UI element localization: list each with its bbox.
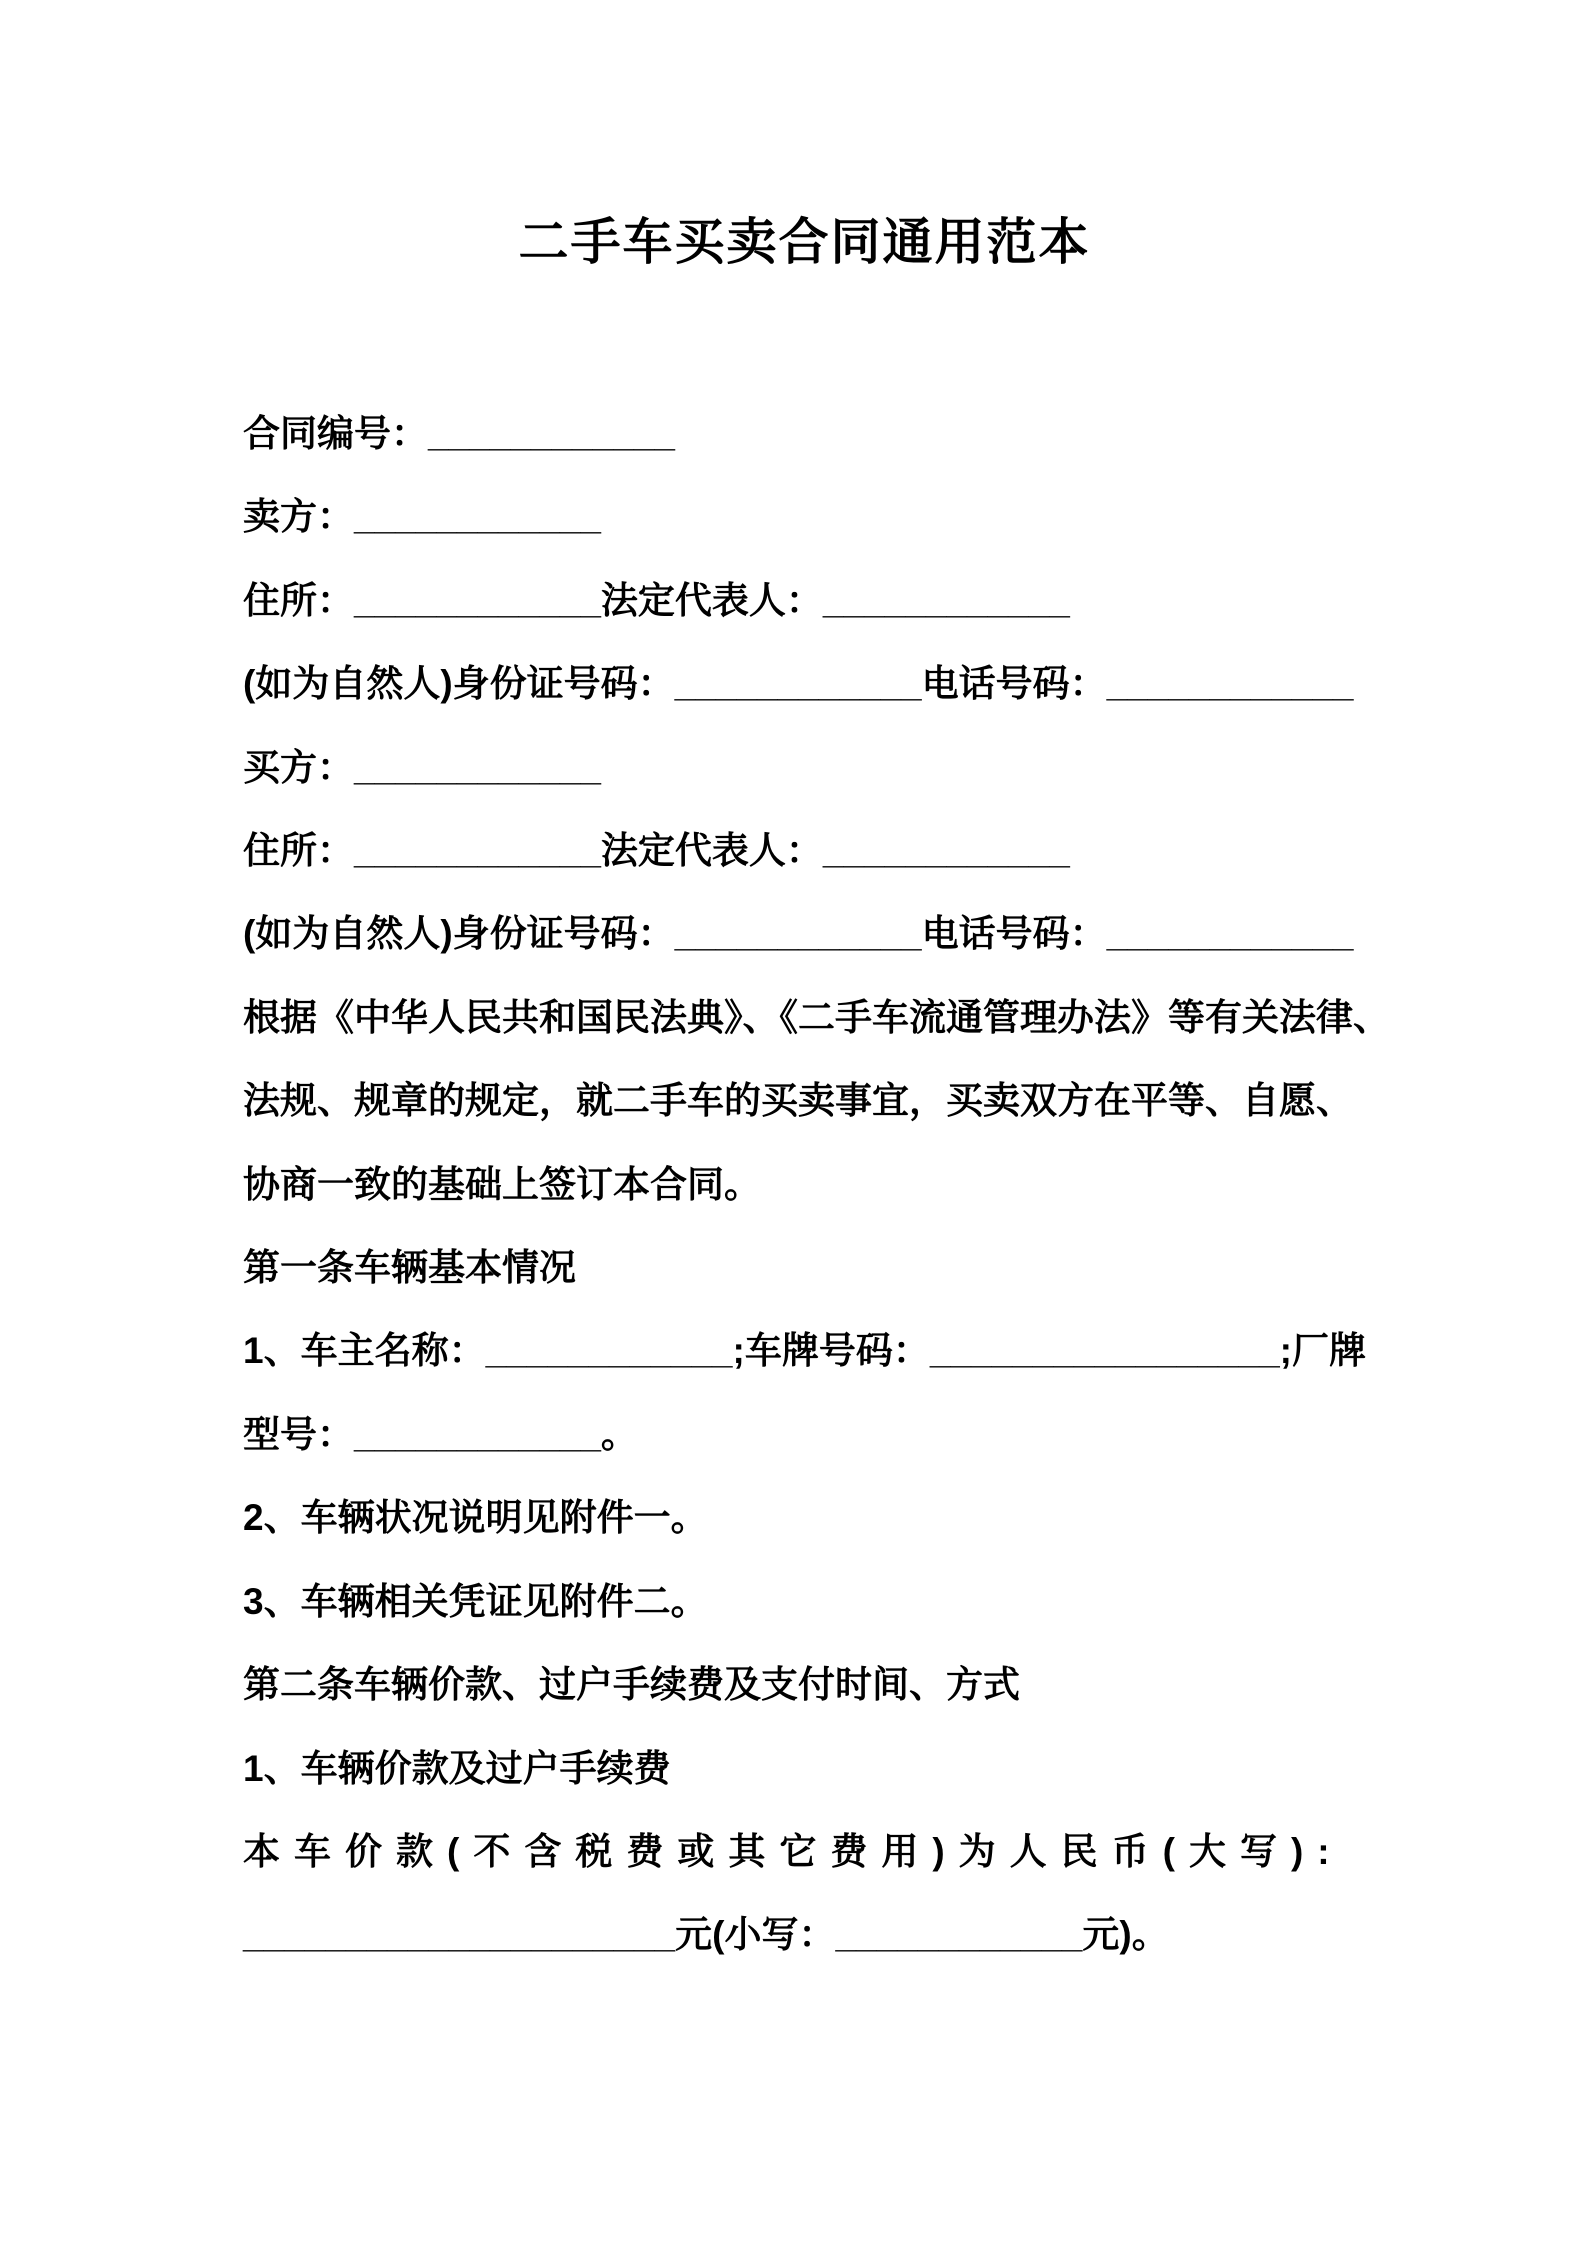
preamble-line-2: 法规、规章的规定，就二手车的买卖事宜，买卖双方在平等、自愿、 [243,1080,1353,1122]
document-content [0,197,1586,1977]
price-sentence-line: 本车价款(不含税费或其它费用)为人民币(大写): [243,1830,1344,1872]
article1-heading-line: 第一条车辆基本情况 [243,1247,576,1289]
article2-heading-line: 第二条车辆价款、过户手续费及支付时间、方式 [243,1664,1020,1706]
preamble-line-1: 根据《中华人民共和国民法典》、《二手车流通管理办法》等有关法律、 [243,996,1390,1038]
document-body [243,392,1390,1977]
preamble-line-3: 协商一致的基础上签订本合同。 [243,1163,761,1205]
article2-item1-line: 1、车辆价款及过户手续费 [243,1747,671,1789]
document-title: 二手车买卖合同通用范本 [518,214,1091,270]
seller-id-phone-line: (如为自然人)身份证号码：____________电话号码：____________ [243,663,1354,705]
article1-item1-line-b: 型号：____________。 [243,1413,638,1455]
seller-line: 卖方：____________ [243,496,601,538]
article1-item1-line-a: 1、车主名称：____________;车牌号码：_________________;厂牌 [243,1330,1366,1372]
article1-item2-line: 2、车辆状况说明见附件一。 [243,1497,708,1539]
buyer-address-line: 住所：____________法定代表人：____________ [243,830,1070,872]
price-blank-line: _____________________元(小写：____________元)。 [243,1914,1169,1956]
buyer-line: 买方：____________ [243,746,601,788]
article1-item3-line: 3、车辆相关凭证见附件二。 [243,1580,708,1622]
seller-address-line: 住所：____________法定代表人：____________ [243,579,1070,621]
contract-number-line: 合同编号：____________ [243,413,675,454]
buyer-id-phone-line: (如为自然人)身份证号码：____________电话号码：____________ [243,913,1354,955]
